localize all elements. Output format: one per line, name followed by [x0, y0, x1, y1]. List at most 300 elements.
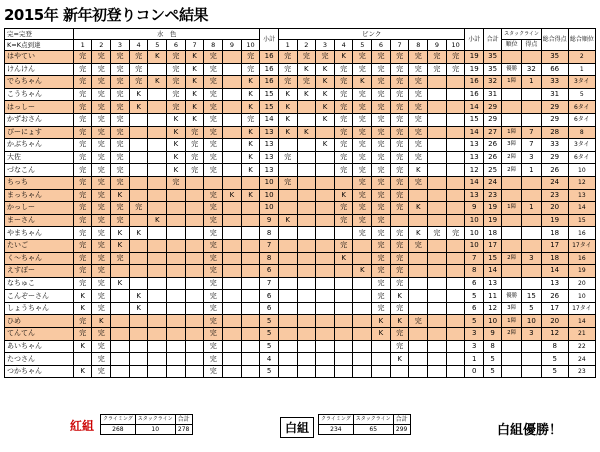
player-name: ぴーにょす: [5, 126, 74, 139]
pink-result: 完: [390, 340, 409, 353]
stackline-rank: [502, 113, 522, 126]
mizuiro-result: 完: [92, 252, 111, 265]
red-total-value: 278: [175, 425, 192, 435]
mizuiro-result: K: [241, 164, 260, 177]
pink-header: ピンク: [278, 29, 465, 40]
mizuiro-result: [111, 315, 130, 328]
mizuiro-result: [185, 214, 204, 227]
pink-subtotal: 6: [465, 302, 483, 315]
table-row: [5, 340, 596, 353]
pink-result: [297, 353, 316, 366]
red-total-label: 合計: [175, 415, 192, 425]
pink-result: 完: [409, 88, 428, 101]
mizuiro-result: K: [167, 113, 186, 126]
mizuiro-result: 完: [92, 176, 111, 189]
pink-result: 完: [334, 126, 353, 139]
header-row-2: [5, 40, 596, 51]
mizuiro-result: K: [129, 227, 148, 240]
mizuiro-subtotal: 9: [260, 214, 278, 227]
overall-score: 23: [541, 189, 568, 202]
mizuiro-result: [241, 290, 260, 303]
pink-result: [316, 126, 335, 139]
mizuiro-result: 完: [92, 227, 111, 240]
pink-problem-number: 4: [334, 40, 353, 51]
pink-result: 完: [390, 239, 409, 252]
table-row: [5, 214, 596, 227]
mizuiro-result: [185, 340, 204, 353]
pink-result: K: [316, 101, 335, 114]
mizuiro-result: 完: [167, 176, 186, 189]
mizuiro-result: [148, 353, 167, 366]
pink-result: [297, 365, 316, 378]
pink-result: 完: [297, 76, 316, 89]
player-name: づなこん: [5, 164, 74, 177]
mizuiro-result: 完: [204, 113, 223, 126]
mizuiro-result: 完: [204, 302, 223, 315]
mizuiro-result: [223, 227, 242, 240]
overall-rank: 12: [568, 176, 595, 189]
mizuiro-result: K: [129, 101, 148, 114]
pink-result: [316, 328, 335, 341]
mizuiro-subtotal: 5: [260, 365, 278, 378]
pink-subtotal: 7: [465, 252, 483, 265]
mizuiro-result: [185, 353, 204, 366]
table-row: [5, 101, 596, 114]
pink-result: [278, 315, 297, 328]
player-name: つかちゃん: [5, 365, 74, 378]
mizuiro-result: 完: [92, 76, 111, 89]
pink-problem-number: 1: [278, 40, 297, 51]
mizuiro-result: 完: [111, 63, 130, 76]
pink-result: 完: [353, 214, 372, 227]
pink-problem-number: 2: [297, 40, 316, 51]
mizuiro-result: [148, 252, 167, 265]
climbing-total: 5: [483, 353, 501, 366]
mizuiro-result: 完: [204, 101, 223, 114]
pink-result: 完: [390, 176, 409, 189]
mizuiro-result: K: [185, 113, 204, 126]
pink-result: [428, 302, 447, 315]
pink-result: 完: [353, 227, 372, 240]
stackline-rank: 1障: [502, 315, 522, 328]
table-row: [5, 202, 596, 215]
pink-result: [297, 252, 316, 265]
stackline-score: [521, 227, 541, 240]
pink-result: [278, 189, 297, 202]
legend-kanto: 完=完登: [5, 29, 74, 40]
mizuiro-result: [241, 328, 260, 341]
mizuiro-result: 完: [111, 202, 130, 215]
pink-result: 完: [278, 151, 297, 164]
pink-result: K: [409, 227, 428, 240]
mizuiro-result: 完: [111, 76, 130, 89]
white-team-label: 白組: [280, 417, 314, 438]
overall-score: 24: [541, 176, 568, 189]
pink-result: [428, 176, 447, 189]
mizuiro-result: 完: [204, 340, 223, 353]
pink-result: 完: [278, 176, 297, 189]
pink-result: K: [278, 113, 297, 126]
pink-result: 完: [409, 239, 428, 252]
mizuiro-result: [148, 113, 167, 126]
mizuiro-result: K: [73, 365, 92, 378]
stackline-score: 1: [521, 164, 541, 177]
pink-result: [353, 365, 372, 378]
mizuiro-result: [185, 315, 204, 328]
pink-result: K: [278, 88, 297, 101]
mizuiro-result: [223, 340, 242, 353]
pink-result: 完: [372, 101, 391, 114]
stackline-rank: [502, 353, 522, 366]
pink-result: 完: [409, 139, 428, 152]
mizuiro-result: 完: [167, 51, 186, 64]
white-team-summary: [318, 414, 411, 435]
mizuiro-result: 完: [92, 239, 111, 252]
mizuiro-result: [167, 340, 186, 353]
table-row: [5, 164, 596, 177]
overall-rank: 10: [568, 290, 595, 303]
pink-result: 完: [390, 227, 409, 240]
climbing-total: 14: [483, 265, 501, 278]
pink-result: 完: [372, 164, 391, 177]
pink-result: [297, 214, 316, 227]
mizuiro-result: [148, 365, 167, 378]
mizuiro-result: 完: [73, 202, 92, 215]
mizuiro-result: [148, 302, 167, 315]
player-name: まっちゃん: [5, 189, 74, 202]
pink-result: [428, 315, 447, 328]
pink-result: [278, 164, 297, 177]
mizuiro-result: 完: [204, 328, 223, 341]
pink-result: [297, 302, 316, 315]
player-name: えすぽー: [5, 265, 74, 278]
mizuiro-result: 完: [111, 252, 130, 265]
mizuiro-result: K: [129, 302, 148, 315]
mizuiro-result: 完: [92, 63, 111, 76]
mizuiro-subtotal: 13: [260, 151, 278, 164]
player-name: はやてい: [5, 51, 74, 64]
pink-result: 完: [409, 315, 428, 328]
overall-score: 28: [541, 126, 568, 139]
overall-rank: 2: [568, 51, 595, 64]
mizuiro-result: [111, 265, 130, 278]
pink-result: K: [316, 113, 335, 126]
pink-result: [297, 315, 316, 328]
mizuiro-result: [185, 277, 204, 290]
mizuiro-subtotal: 5: [260, 315, 278, 328]
mizuiro-subtotal: 7: [260, 239, 278, 252]
overall-rank: 6タイ: [568, 101, 595, 114]
mizuiro-result: 完: [204, 88, 223, 101]
mizuiro-result: [185, 302, 204, 315]
mizuiro-result: 完: [111, 176, 130, 189]
stackline-rank: [502, 227, 522, 240]
overall-score: 20: [541, 315, 568, 328]
pink-result: [297, 328, 316, 341]
pink-subtotal: 14: [465, 176, 483, 189]
climbing-total: 32: [483, 76, 501, 89]
mizuiro-result: 完: [92, 164, 111, 177]
overall-rank: 22: [568, 340, 595, 353]
pink-result: 完: [446, 63, 465, 76]
climbing-total: 18: [483, 227, 501, 240]
mizuiro-result: 完: [241, 51, 260, 64]
table-row: [5, 302, 596, 315]
pink-result: [446, 189, 465, 202]
pink-result: 完: [428, 227, 447, 240]
pink-subtotal: 10: [465, 239, 483, 252]
mizuiro-result: [111, 328, 130, 341]
mizuiro-result: [111, 365, 130, 378]
mizuiro-result: 完: [92, 265, 111, 278]
mizuiro-result: [167, 277, 186, 290]
climbing-total: 8: [483, 340, 501, 353]
mizuiro-result: 完: [92, 88, 111, 101]
mizuiro-result: 完: [73, 227, 92, 240]
stackline-rank: [502, 277, 522, 290]
mizuiro-problem-number: 5: [148, 40, 167, 51]
pink-result: [278, 353, 297, 366]
mizuiro-result: K: [129, 88, 148, 101]
pink-result: [372, 365, 391, 378]
mizuiro-result: 完: [92, 302, 111, 315]
mizuiro-result: [223, 239, 242, 252]
pink-result: 完: [390, 101, 409, 114]
mizuiro-result: K: [167, 126, 186, 139]
climbing-total: 25: [483, 164, 501, 177]
pink-result: [316, 189, 335, 202]
climbing-total: 31: [483, 88, 501, 101]
pink-result: [390, 214, 409, 227]
climbing-total: 17: [483, 239, 501, 252]
mizuiro-result: [129, 265, 148, 278]
mizuiro-subtotal: 15: [260, 101, 278, 114]
overall-rank: 23: [568, 365, 595, 378]
mizuiro-result: [223, 328, 242, 341]
mizuiro-result: 完: [185, 139, 204, 152]
player-name: はっしー: [5, 101, 74, 114]
table-body: [5, 29, 596, 378]
stackline-score: [521, 113, 541, 126]
stackline-rank: 1障: [502, 202, 522, 215]
pink-result: 完: [390, 51, 409, 64]
mizuiro-result: [223, 113, 242, 126]
pink-result: 完: [353, 176, 372, 189]
mizuiro-subtotal: 10: [260, 202, 278, 215]
mizuiro-result: [129, 151, 148, 164]
header-row-1: [5, 29, 596, 40]
overall-rank: 17タイ: [568, 302, 595, 315]
pink-result: [297, 340, 316, 353]
pink-result: 完: [353, 202, 372, 215]
pink-subtotal: 5: [465, 315, 483, 328]
overall-rank: 20: [568, 277, 595, 290]
pink-result: [316, 164, 335, 177]
mizuiro-result: [148, 202, 167, 215]
pink-problem-number: 9: [428, 40, 447, 51]
pink-result: 完: [334, 76, 353, 89]
mizuiro-result: 完: [204, 151, 223, 164]
pink-result: [316, 353, 335, 366]
pink-result: [428, 139, 447, 152]
table-row: [5, 176, 596, 189]
mizuiro-result: 完: [73, 76, 92, 89]
mizuiro-result: K: [73, 340, 92, 353]
pink-result: [353, 252, 372, 265]
pink-result: 完: [390, 302, 409, 315]
mizuiro-result: 完: [129, 51, 148, 64]
pink-result: 完: [278, 76, 297, 89]
overall-score: 35: [541, 51, 568, 64]
mizuiro-problem-number: 8: [204, 40, 223, 51]
mizuiro-result: [129, 365, 148, 378]
climbing-total: 15: [483, 252, 501, 265]
mizuiro-result: 完: [204, 315, 223, 328]
mizuiro-result: 完: [73, 101, 92, 114]
overall-rank: 16: [568, 227, 595, 240]
mizuiro-result: 完: [204, 277, 223, 290]
player-name: かぶちゃん: [5, 139, 74, 152]
overall-score: 5: [541, 365, 568, 378]
stackline-score: 3: [521, 252, 541, 265]
pink-result: [428, 340, 447, 353]
pink-result: [390, 365, 409, 378]
mizuiro-result: 完: [185, 164, 204, 177]
mizuiro-result: [148, 328, 167, 341]
stackline-score: [521, 214, 541, 227]
mizuiro-result: [148, 290, 167, 303]
table-row: [5, 113, 596, 126]
pink-result: 完: [334, 63, 353, 76]
mizuiro-result: [185, 265, 204, 278]
climbing-total: 19: [483, 214, 501, 227]
table-row: [5, 239, 596, 252]
stackline-rank: 1障: [502, 126, 522, 139]
climbing-total: 19: [483, 202, 501, 215]
mizuiro-result: 完: [204, 290, 223, 303]
pink-result: [446, 340, 465, 353]
mizuiro-result: K: [223, 189, 242, 202]
winner-text: 白組優勝！: [497, 423, 563, 438]
pink-result: [446, 265, 465, 278]
mizuiro-result: [204, 176, 223, 189]
pink-result: [353, 328, 372, 341]
mizuiro-subtotal: 8: [260, 252, 278, 265]
pink-result: [428, 76, 447, 89]
climbing-total: 12: [483, 302, 501, 315]
overall-score: 5: [541, 353, 568, 366]
mizuiro-result: 完: [204, 239, 223, 252]
mizuiro-result: [241, 302, 260, 315]
pink-result: [353, 315, 372, 328]
pink-result: 完: [372, 76, 391, 89]
mizuiro-result: [73, 353, 92, 366]
pink-result: 完: [372, 63, 391, 76]
stackline-score: 7: [521, 126, 541, 139]
pink-result: [353, 302, 372, 315]
mizuiro-subtotal-header: 小計: [260, 29, 278, 51]
mizuiro-result: [167, 353, 186, 366]
mizuiro-result: [129, 239, 148, 252]
overall-score: 17: [541, 239, 568, 252]
pink-result: [316, 227, 335, 240]
stackline-rank: [502, 340, 522, 353]
pink-result: K: [334, 252, 353, 265]
pink-result: K: [316, 88, 335, 101]
stackline-rank: 2障: [502, 328, 522, 341]
mizuiro-subtotal: 16: [260, 63, 278, 76]
white-stack-value: 65: [353, 425, 393, 435]
pink-subtotal: 15: [465, 113, 483, 126]
mizuiro-result: 完: [204, 202, 223, 215]
pink-result: 完: [390, 252, 409, 265]
pink-result: [297, 202, 316, 215]
pink-result: [278, 290, 297, 303]
overall-score: 12: [541, 328, 568, 341]
pink-problem-number: 6: [372, 40, 391, 51]
pink-result: [353, 340, 372, 353]
mizuiro-result: K: [241, 88, 260, 101]
mizuiro-result: K: [92, 315, 111, 328]
overall-score: 26: [541, 164, 568, 177]
mizuiro-problem-number: 10: [241, 40, 260, 51]
mizuiro-result: 完: [73, 265, 92, 278]
pink-result: K: [409, 202, 428, 215]
mizuiro-result: K: [185, 101, 204, 114]
player-name: けんけん: [5, 63, 74, 76]
mizuiro-result: [223, 214, 242, 227]
mizuiro-result: [223, 176, 242, 189]
mizuiro-result: [129, 214, 148, 227]
mizuiro-result: [185, 227, 204, 240]
pink-subtotal: 14: [465, 126, 483, 139]
pink-result: [316, 277, 335, 290]
stackline-rank: [502, 239, 522, 252]
overall-rank: 13: [568, 189, 595, 202]
overall-score: 29: [541, 101, 568, 114]
mizuiro-subtotal: 15: [260, 88, 278, 101]
pink-result: [278, 340, 297, 353]
table-row: [5, 126, 596, 139]
overall-score: 66: [541, 63, 568, 76]
pink-result: 完: [353, 88, 372, 101]
pink-result: [446, 252, 465, 265]
mizuiro-result: [223, 265, 242, 278]
pink-result: [428, 328, 447, 341]
pink-subtotal: 12: [465, 164, 483, 177]
mizuiro-result: [185, 252, 204, 265]
mizuiro-result: [185, 365, 204, 378]
mizuiro-result: K: [148, 214, 167, 227]
pink-result: [409, 252, 428, 265]
table-row: [5, 189, 596, 202]
pink-result: 完: [372, 239, 391, 252]
pink-result: [316, 202, 335, 215]
climbing-total: 24: [483, 176, 501, 189]
mizuiro-result: K: [167, 139, 186, 152]
pink-result: 完: [334, 151, 353, 164]
pink-result: 完: [372, 265, 391, 278]
red-stack-label: スタックライン: [135, 415, 175, 425]
mizuiro-problem-number: 3: [111, 40, 130, 51]
mizuiro-result: 完: [204, 139, 223, 152]
mizuiro-result: 完: [73, 328, 92, 341]
stackline-score: [521, 189, 541, 202]
mizuiro-result: [167, 302, 186, 315]
white-total-label: 合計: [393, 415, 410, 425]
mizuiro-result: [241, 353, 260, 366]
overall-rank: 21: [568, 328, 595, 341]
